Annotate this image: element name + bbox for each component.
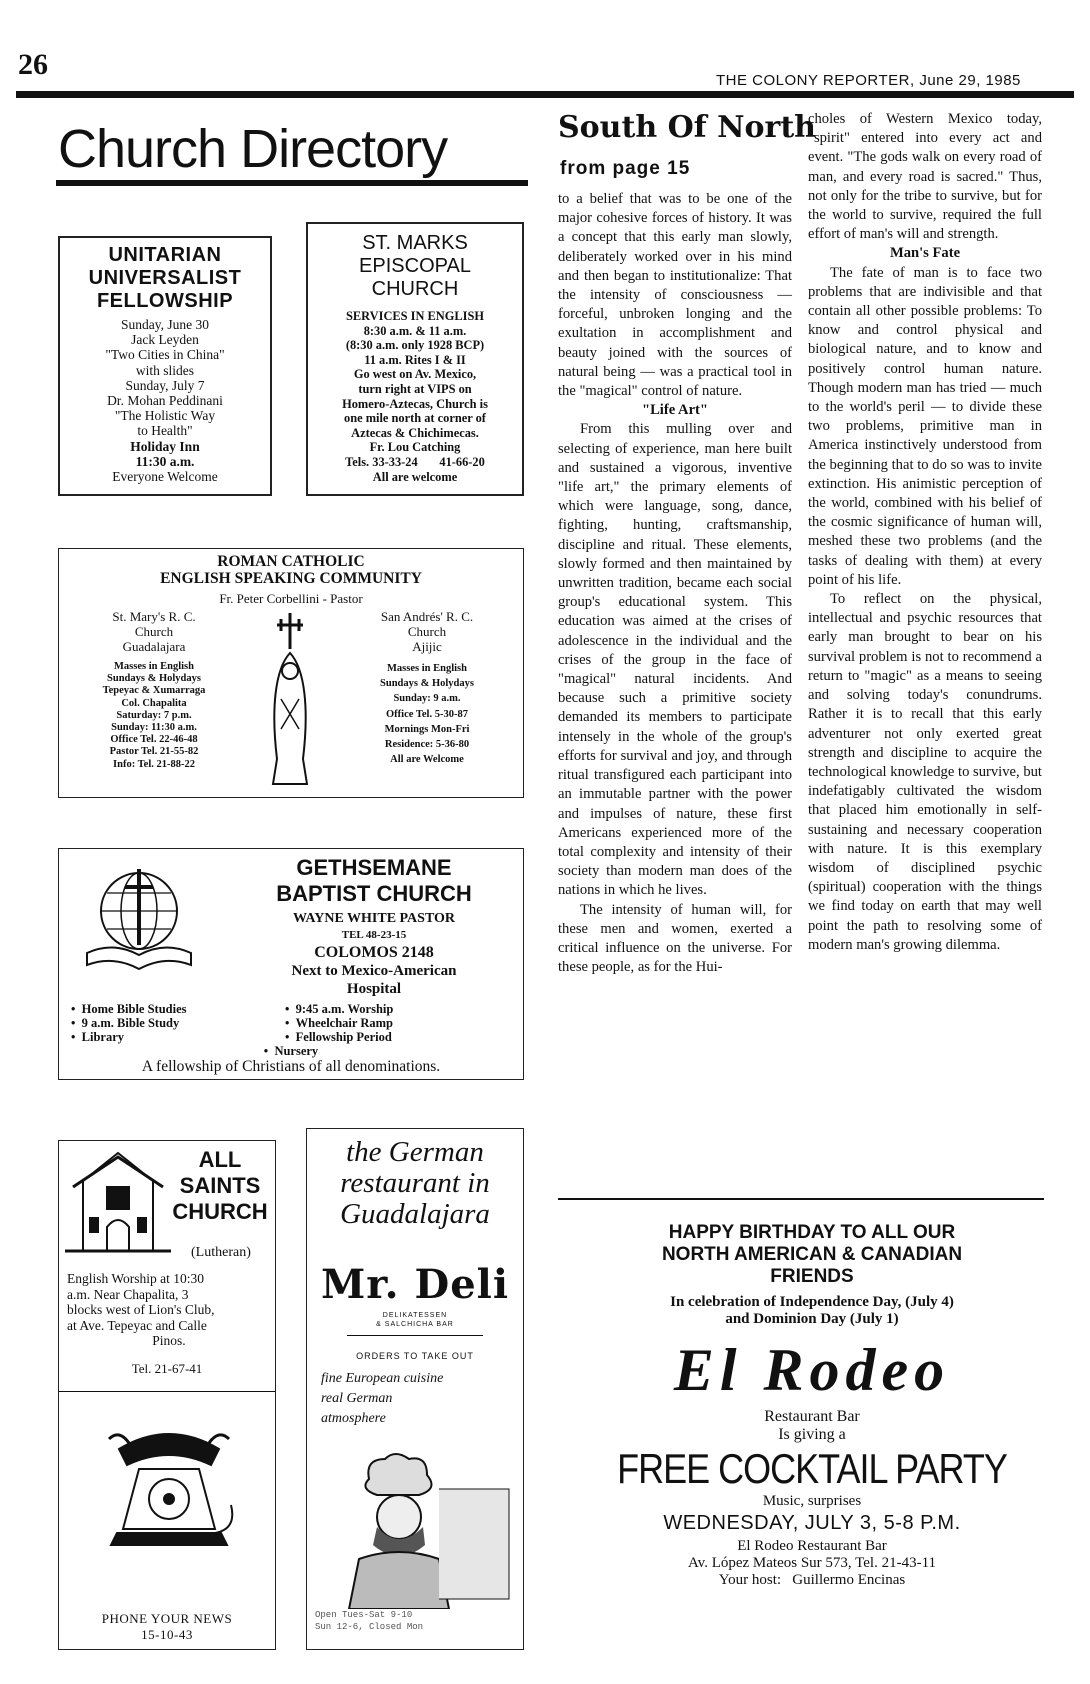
mr-deli-tag: atmosphere	[321, 1411, 386, 1426]
mr-deli-sub: & SALCHICHA BAR	[376, 1321, 454, 1328]
unitarian-name-2: UNIVERSALIST	[88, 267, 242, 289]
unitarian-name-1: UNITARIAN	[108, 244, 222, 266]
rc-subtitle: ENGLISH SPEAKING COMMUNITY	[160, 570, 422, 587]
rc-right-detail: Sundays & Holydays	[380, 678, 474, 690]
gethsemane-item: • 9 a.m. Bible Study	[71, 1016, 180, 1030]
german-script: restaurant in	[340, 1167, 490, 1199]
el-rodeo-party: FREE COCKTAIL PARTY	[617, 1444, 1007, 1492]
st-marks-line: Go west on Av. Mexico,	[353, 367, 477, 382]
rc-left-detail: Col. Chapalita	[121, 697, 187, 709]
mr-deli-sub: DELIKATESSEN	[382, 1312, 448, 1319]
directory-rule	[56, 180, 528, 186]
gethsemane-item: • 9:45 a.m. Worship	[285, 1002, 394, 1016]
phone-news-number: 15-10-43	[141, 1627, 193, 1642]
st-marks-tels-2: 41-66-20	[439, 454, 485, 469]
all-saints-name: ALL	[198, 1147, 242, 1172]
gethsemane-item: • Wheelchair Ramp	[285, 1016, 393, 1030]
rc-left-detail: Saturday: 7 p.m.	[116, 709, 192, 721]
unitarian-ad	[58, 236, 272, 496]
all-saints-text: blocks west of Lion's Club,	[67, 1302, 215, 1317]
el-rodeo-type: Is giving a	[778, 1426, 846, 1443]
unitarian-line: to Health"	[137, 423, 193, 439]
st-marks-name-2: EPISCOPAL	[359, 255, 471, 277]
unitarian-line: "Two Cities in China"	[105, 347, 225, 363]
rc-left-name: St. Mary's R. C.	[112, 609, 196, 624]
roman-catholic-ad	[58, 548, 524, 798]
st-marks-line: SERVICES IN ENGLISH	[346, 309, 484, 323]
mr-deli-tag: fine European cuisine	[321, 1371, 444, 1386]
rc-right-detail: All are Welcome	[390, 754, 464, 766]
el-rodeo-headline: HAPPY BIRTHDAY TO ALL OUR	[668, 1222, 956, 1243]
page-number: 26	[18, 48, 48, 81]
gethsemane-location-2: Hospital	[346, 981, 402, 997]
article-paragraph: The intensity of human will, for these men and women, exerted a critical influence on the universe. For these people, as for the Hui-	[558, 901, 792, 976]
article-column-1	[558, 190, 792, 977]
rc-left-name: Guadalajara	[122, 639, 186, 654]
gethsemane-footer: A fellowship of Christians of all denominations.	[141, 1058, 441, 1075]
unitarian-line: Everyone Welcome	[112, 469, 218, 485]
st-marks-footer: All are welcome	[372, 469, 458, 484]
chef-illustration	[319, 1449, 515, 1609]
article-paragraph: To reflect on the physical, intellectual and psychic resources that early man brought to bear on his survival problem is not to recommend a return to "magic" as a means to seeing and solving today's conundrums. Rather it is to recall that this early adventurer not only exerted great strength and discipline to acquire the technological knowledge to survive, but indefatigably cultivated the wisdom that placed him emotionally in self-sustaining and necessary cooperation with nature. It is this exemplary wisdom of disciplined psychic (spiritual) cooperation with the things we find today on earth that may well point the path to resolving some of modern man's growing dilemma.	[808, 591, 1042, 953]
unitarian-line: Holiday Inn	[130, 438, 200, 454]
rc-left-detail: Pastor Tel. 21-55-82	[109, 746, 199, 758]
german-script: Guadalajara	[340, 1198, 490, 1230]
rc-left-detail: Info: Tel. 21-88-22	[113, 758, 195, 770]
gethsemane-pastor: WAYNE WHITE PASTOR	[292, 911, 456, 926]
st-marks-ad	[306, 222, 524, 496]
mr-deli-orders: ORDERS TO TAKE OUT	[356, 1351, 474, 1361]
mr-deli-logo: Mr. Deli	[320, 1261, 510, 1308]
gethsemane-item: • Fellowship Period	[285, 1030, 392, 1044]
rc-right-name: Ajijic	[412, 639, 442, 654]
el-rodeo-celebration: and Dominion Day (July 1)	[725, 1311, 899, 1327]
gethsemane-name: GETHSEMANE	[296, 855, 452, 880]
article-subhead: "Life Art"	[641, 402, 709, 419]
gethsemane-item: • Library	[71, 1030, 124, 1044]
mr-deli-ad	[306, 1128, 524, 1650]
el-rodeo-footer: El Rodeo Restaurant Bar	[737, 1538, 887, 1554]
unitarian-line: Jack Leyden	[131, 332, 199, 348]
el-rodeo-type: Restaurant Bar	[764, 1408, 860, 1425]
gethsemane-location: Next to Mexico-American	[291, 963, 457, 979]
mr-deli-divider	[347, 1335, 483, 1336]
mr-deli-hours: Open Tues-Sat 9-10	[315, 1610, 413, 1620]
st-marks-line: 8:30 a.m. & 11 a.m.	[363, 323, 467, 338]
article-subhead: Man's Fate	[889, 245, 961, 262]
st-marks-line: one mile north at corner of	[344, 411, 486, 426]
st-marks-name-3: CHURCH	[371, 278, 459, 300]
st-marks-line: Homero-Aztecas, Church is	[342, 396, 488, 411]
el-rodeo-music: Music, surprises	[762, 1493, 862, 1509]
article-paragraph: From this mulling over and selecting of experience, man here built and sustained a vigorous, inventive "life art," the primary elements of which were language, song, dance, fighting, hunting, craftsmanship, discipline and ritual. These elements, slowly formed and then maintained by unwritten tradition, became each social group's educational system. This education was aimed at the crises of adolescence in the individual and the crises of the group in the face of "magical" natural incidents. And because such a primitive society demanded its members to participate intensely in the whole of the group's efforts for survival and joy, and through ritual transfigured each participant into an immutable partner with the power and impulses of nature, these first Americans experienced more of the total complexity and intensity of their society than modern man does of the nations in which he lives.	[558, 421, 792, 899]
rc-right-detail: Masses in English	[387, 663, 467, 674]
globe-cross-bible-icon	[79, 865, 199, 975]
el-rodeo-headline: NORTH AMERICAN & CANADIAN	[661, 1244, 963, 1265]
all-saints-text: Pinos.	[152, 1333, 186, 1348]
el-rodeo-date: WEDNESDAY, JULY 3, 5-8 P.M.	[663, 1512, 961, 1534]
rc-right-name: Church	[407, 624, 447, 639]
rc-right-detail: Mornings Mon-Fri	[384, 723, 470, 735]
phone-news-label: PHONE YOUR NEWS	[101, 1611, 233, 1626]
church-building-icon	[63, 1147, 173, 1257]
rc-left-detail: Sundays & Holydays	[107, 673, 201, 685]
publication-line: THE COLONY REPORTER, June 29, 1985	[716, 72, 1021, 89]
german-script: the German	[346, 1136, 484, 1168]
article-bottom-rule	[558, 1198, 1044, 1200]
rc-left-detail: Tepeyac & Xumarraga	[102, 685, 206, 697]
st-marks-line: (8:30 a.m. only 1928 BCP)	[345, 338, 485, 353]
rc-pastor: Fr. Peter Corbellini - Pastor	[219, 591, 363, 606]
directory-title: Church Directory	[58, 119, 448, 179]
unitarian-line: 11:30 a.m.	[135, 453, 195, 469]
rc-left-detail: Sunday: 11:30 a.m.	[111, 722, 197, 734]
gethsemane-address: COLOMOS 2148	[314, 944, 434, 961]
gethsemane-name: BAPTIST CHURCH	[276, 881, 472, 906]
article-paragraph: to a belief that was to be one of the major cohesive forces of history. It was a concept that this early man slowly, deliberately worked over in his mind and then began to institutionalize: That the intensity of consciousness — forceful, unbroken longing and the exultation in accomplishment and beauty joined with the sources of natural being — was a practical tool in the "magical" control of nature.	[558, 191, 792, 400]
unitarian-name-3: FELLOWSHIP	[96, 290, 234, 312]
rc-left-detail: Masses in English	[114, 661, 194, 672]
article-paragraph: choles of Western Mexico today, "spirit" entered into every act and event. "The gods walk on every road of man, and every road is sacred." Thus, not only for the tribe to survive, but for the world to survive, required the full effort of man's will and strength.	[808, 111, 1042, 243]
st-marks-line: Fr. Lou Catching	[369, 440, 461, 455]
all-saints-divider	[59, 1391, 275, 1392]
article-title: South Of North	[558, 110, 816, 145]
unitarian-line: Sunday, July 7	[125, 377, 205, 393]
unitarian-line: "The Holistic Way	[114, 408, 216, 424]
all-saints-tel: Tel. 21-67-41	[131, 1361, 203, 1376]
all-saints-ad	[58, 1140, 276, 1650]
st-marks-tels: Tels. 33-33-24	[345, 454, 418, 469]
article-from: from page 15	[560, 158, 691, 179]
rc-right-detail: Residence: 5-36-80	[384, 739, 470, 751]
el-rodeo-celebration: In celebration of Independence Day, (July 4)	[670, 1294, 954, 1310]
gethsemane-item: • Home Bible Studies	[71, 1002, 187, 1016]
st-marks-name-1: ST. MARKS	[362, 232, 468, 254]
cross-figure-icon	[255, 609, 325, 789]
unitarian-line: Dr. Mohan Peddinani	[107, 393, 223, 409]
all-saints-text: at Ave. Tepeyac and Calle	[67, 1317, 207, 1333]
rc-left-detail: Office Tel. 22-46-48	[110, 734, 198, 746]
el-rodeo-footer: Av. López Mateos Sur 573, Tel. 21-43-11	[687, 1555, 937, 1571]
el-rodeo-logo: El Rodeo	[673, 1337, 951, 1403]
st-marks-line: Aztecas & Chichimecas.	[351, 425, 479, 440]
rc-title: ROMAN CATHOLIC	[217, 553, 365, 570]
mr-deli-tag: real German	[321, 1391, 393, 1406]
el-rodeo-headline: FRIENDS	[770, 1266, 854, 1287]
gethsemane-tel: TEL 48-23-15	[341, 929, 407, 941]
header-rule	[16, 91, 1074, 98]
unitarian-line: Sunday, June 30	[121, 317, 209, 332]
mr-deli-hours: Sun 12-6, Closed Mon	[315, 1622, 424, 1632]
all-saints-name: SAINTS	[179, 1173, 261, 1198]
all-saints-text: English Worship at 10:30	[67, 1271, 205, 1286]
article-paragraph: The fate of man is to face two problems that are indivisible and that contain all other possible problems: To know and control physical and biological nature, and to know and positively control human nature. Though modern man has tried — much to the world's peril — to divide these two problems, primitive man in America instinctively understood from the beginning that to do so was to invite extinction. His animistic perception of the world, combined with his belief of the cosmic significance of human will, meshed these two problems (and the tasks of dealing with them) at every point of his life.	[808, 264, 1042, 588]
all-saints-text: a.m. Near Chapalita, 3	[67, 1286, 189, 1302]
el-rodeo-footer: Your host: Guillermo Encinas	[718, 1572, 906, 1588]
gethsemane-nursery: • Nursery	[263, 1044, 319, 1058]
el-rodeo-ad	[580, 1222, 1044, 1589]
rc-right-detail: Sunday: 9 a.m.	[393, 693, 461, 705]
rc-right-name: San Andrés' R. C.	[380, 609, 474, 624]
article-column-2	[808, 110, 1042, 955]
gethsemane-ad	[58, 848, 524, 1080]
st-marks-line: 11 a.m. Rites I & II	[364, 352, 466, 367]
rc-left-name: Church	[134, 624, 174, 639]
all-saints-name: CHURCH	[172, 1199, 268, 1224]
rc-right-detail: Office Tel. 5-30-87	[386, 708, 468, 720]
unitarian-line: with slides	[135, 362, 195, 378]
telephone-icon	[99, 1409, 239, 1559]
all-saints-denomination: (Lutheran)	[191, 1245, 251, 1260]
st-marks-line: turn right at VIPS on	[358, 381, 472, 396]
